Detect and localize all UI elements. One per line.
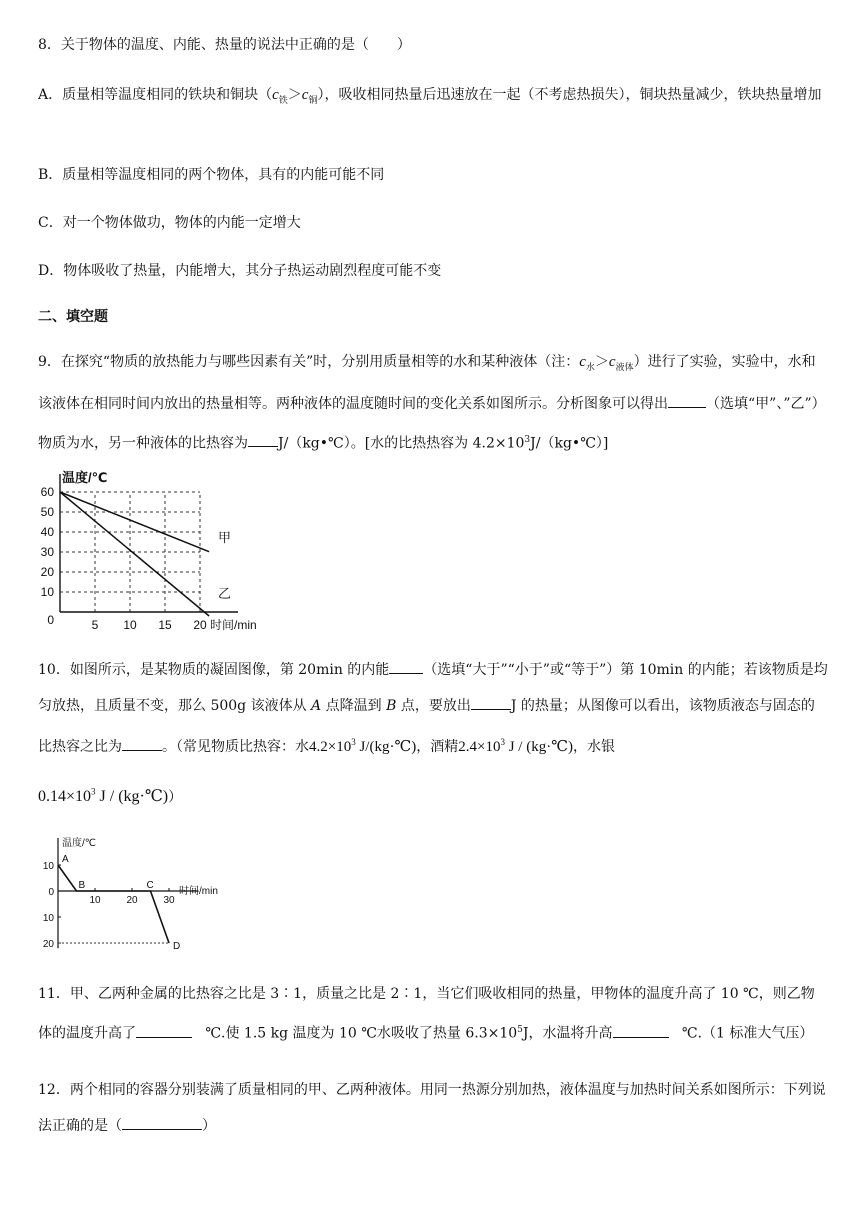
q10-blank-2[interactable] — [471, 695, 511, 710]
q9-temperature-chart — [30, 462, 290, 637]
y-tick-label: 0 — [48, 887, 54, 898]
point-label-A: A — [62, 854, 69, 865]
q8-option-a: A．质量相等温度相同的铁块和铜块$(c_铁>c_铜)$，吸收相同热量后迅速放在一起（不考虑热损失），铜块热量减少，铁块热量增加 — [38, 87, 822, 106]
y-tick-label: 10 — [42, 913, 54, 924]
y-tick-label: 60 — [40, 485, 54, 499]
q10-text: 10．如图所示，是某物质的凝固图像，第 20min 的内能 （选填“大于”“小于”或“等于”）第 10min 的内能；若该物质是均匀放热，且质量不变，那么 500g 该液体从 A 点降温到 B 点，要放出 J 的热量；从图像可以看出，该物质液态与固态的比热容之比为 。（常见物质比热容：水$4.2\times 10^3$ J/(kg·℃)，酒精$2.4\times 10^3$ J / (kg·℃)，水银 — [38, 652, 828, 765]
q8-option-d: D．物体吸收了热量，内能增大，其分子热运动剧烈程度可能不变 — [38, 263, 442, 279]
curve-line — [58, 865, 169, 943]
q10-blank-1[interactable] — [389, 659, 423, 674]
q11-blank-1[interactable] — [136, 1023, 192, 1038]
y-axis-label: 温度/℃ — [62, 838, 97, 849]
x-tick-label: 20 — [193, 618, 207, 632]
point-label-D: D — [173, 941, 181, 952]
point-label-C: C — [146, 880, 154, 891]
y-tick-label: 50 — [40, 505, 54, 519]
q9-blank-2[interactable] — [248, 432, 278, 447]
y-tick-label: 40 — [40, 525, 54, 539]
series-label-2: 乙 — [218, 586, 232, 601]
q12-text: 12．两个相同的容器分别装满了质量相同的甲、乙两种液体。用同一热源分别加热，液体温度与加热时间关系如图所示：下列说法正确的是（ ） — [38, 1082, 826, 1134]
x-tick-label: 20 — [126, 895, 138, 906]
q10-blank-3[interactable] — [122, 736, 162, 751]
q9-blank-1[interactable] — [668, 393, 706, 408]
point-label-B: B — [78, 880, 86, 891]
y-tick-label: 20 — [42, 939, 54, 950]
q9-text: 9．在探究“物质的放热能力与哪些因素有关”时，分别用质量相等的水和某种液体（注：$c_水>c_{液体}$）进行了实验，实验中，水和该液体在相同时间内放出的热量相等。两种液体的温度随时间的变化关系如图所示。分析图象可以得出 （选填“甲”、”乙”）物质为水，另一种液体的比热容为 J/（kg•℃）。[水的比热热容为 $4.2\times 10^3J/(kg•℃)$] — [38, 354, 826, 452]
q8-option-c: C．对一个物体做功，物体的内能一定增大 — [38, 215, 301, 231]
y-tick-label: 10 — [40, 585, 54, 599]
x-tick-label: 30 — [163, 895, 175, 906]
x-tick-label: 5 — [91, 618, 99, 632]
y-axis-label: 温度/℃ — [62, 470, 108, 485]
q10-solidification-chart — [30, 830, 230, 960]
x-tick-label: 10 — [89, 895, 101, 906]
x-tick-label: 15 — [158, 618, 172, 632]
series-line-1 — [60, 492, 209, 552]
series-label-1: 甲 — [218, 530, 232, 545]
q11-text: 11．甲、乙两种金属的比热容之比是 3∶1，质量之比是 2∶1，当它们吸收相同的热量，甲物体的温度升高了 10 ℃，则乙物体的温度升高了 ℃.使 1.5 kg 温度为 10 ℃水吸收了热量 $6.3\times 10^5J$，水温将升高 ℃.（1 标准大气压） — [38, 986, 815, 1042]
q12-blank[interactable] — [122, 1115, 202, 1130]
y-tick-label: 10 — [42, 861, 54, 872]
x-axis-label: 时间/min — [179, 886, 218, 897]
q10-text-cont: $0.14\times 10^3$ J / (kg·℃)） — [38, 787, 183, 806]
y-tick-label: 20 — [40, 565, 54, 579]
x-axis-label: 时间/min — [210, 618, 257, 632]
q8-option-b: B．质量相等温度相同的两个物体，具有的内能可能不同 — [38, 167, 385, 183]
series-line-2 — [60, 492, 209, 616]
y-tick-label: 0 — [47, 613, 54, 627]
q11-blank-2[interactable] — [613, 1023, 669, 1038]
q8-stem: 8．关于物体的温度、内能、热量的说法中正确的是（ ） — [38, 37, 411, 53]
section-title: 二、填空题 — [38, 309, 108, 325]
x-tick-label: 10 — [123, 618, 137, 632]
y-tick-label: 30 — [40, 545, 54, 559]
